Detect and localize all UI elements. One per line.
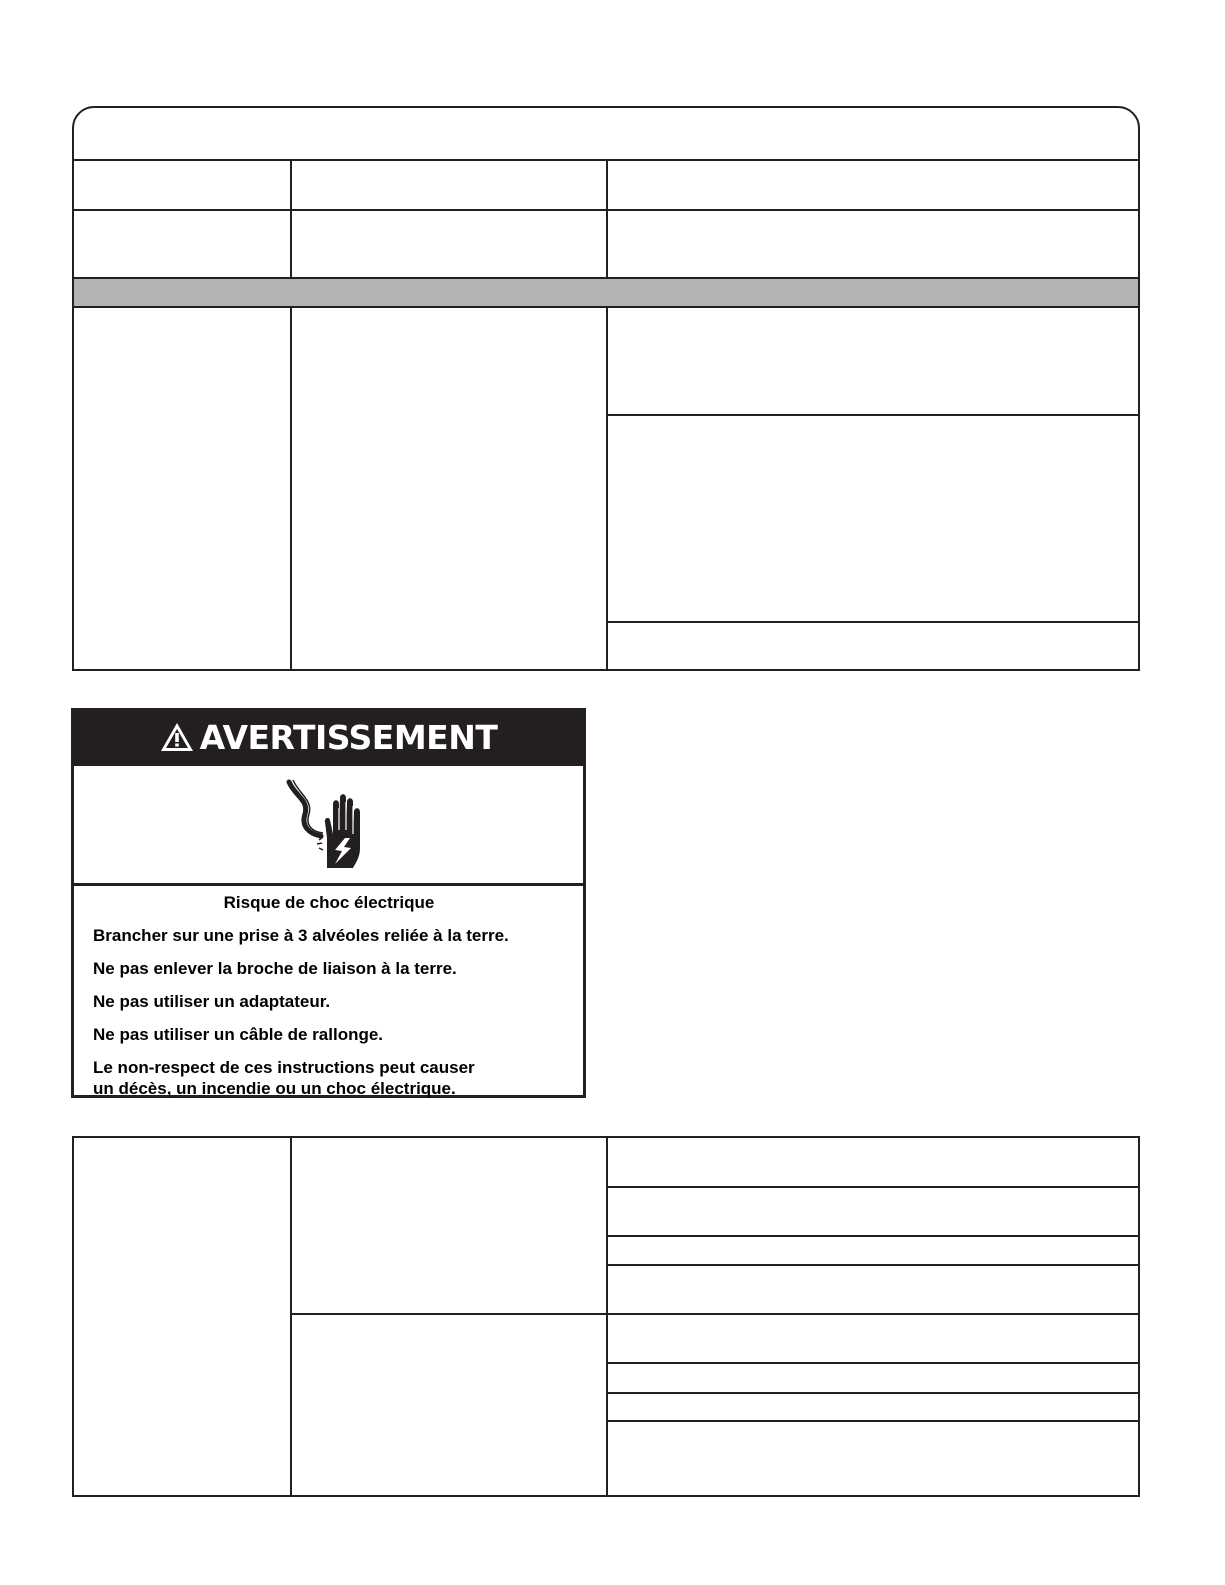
warning-line: Brancher sur une prise à 3 alvéoles reliée à la terre. bbox=[93, 926, 509, 945]
warning-line: Ne pas utiliser un câble de rallonge. bbox=[93, 1025, 384, 1044]
table-top-section-band bbox=[74, 277, 1138, 308]
table-top-subrow-divider-1 bbox=[606, 414, 1138, 416]
warning-title: AVERTISSEMENT bbox=[199, 717, 498, 757]
table-top-col-divider-2b bbox=[606, 306, 608, 669]
warning-consequence-line: Le non-respect de ces instructions peut causer bbox=[93, 1058, 475, 1077]
table-top-col-divider-1 bbox=[290, 159, 292, 277]
warning-header bbox=[74, 711, 583, 763]
warning-heading: Risque de choc électrique bbox=[223, 893, 435, 912]
table-bottom-subrow-divider bbox=[606, 1362, 1138, 1364]
warning-triangle-icon bbox=[160, 722, 194, 752]
warning-text bbox=[74, 883, 583, 1098]
table-bottom-subrow-divider bbox=[606, 1392, 1138, 1394]
table-bottom-col-divider-1 bbox=[290, 1138, 292, 1495]
table-bottom-col-divider-2 bbox=[606, 1138, 608, 1495]
table-bottom-subrow-divider bbox=[606, 1420, 1138, 1422]
warning-icon-area bbox=[74, 763, 583, 886]
table-bottom-subrow-divider bbox=[606, 1186, 1138, 1188]
table-bottom bbox=[72, 1136, 1140, 1497]
table-top-band-top-line bbox=[74, 277, 1138, 279]
table-bottom-subrow-divider bbox=[606, 1264, 1138, 1266]
table-bottom-subrow-divider bbox=[606, 1235, 1138, 1237]
table-bottom-group-divider bbox=[290, 1313, 1138, 1315]
electric-shock-hand-icon bbox=[283, 778, 375, 872]
warning-consequence bbox=[93, 1057, 565, 1099]
warning-box bbox=[71, 708, 586, 1098]
table-top-col-divider-1b bbox=[290, 306, 292, 669]
warning-consequence-line: un décès, un incendie ou un choc électrique. bbox=[93, 1079, 456, 1098]
warning-line: Ne pas utiliser un adaptateur. bbox=[93, 992, 331, 1011]
table-top-col-divider-2 bbox=[606, 159, 608, 277]
warning-line: Ne pas enlever la broche de liaison à la terre. bbox=[93, 959, 457, 978]
table-top-subrow-divider-2 bbox=[606, 621, 1138, 623]
table-top bbox=[72, 106, 1140, 671]
